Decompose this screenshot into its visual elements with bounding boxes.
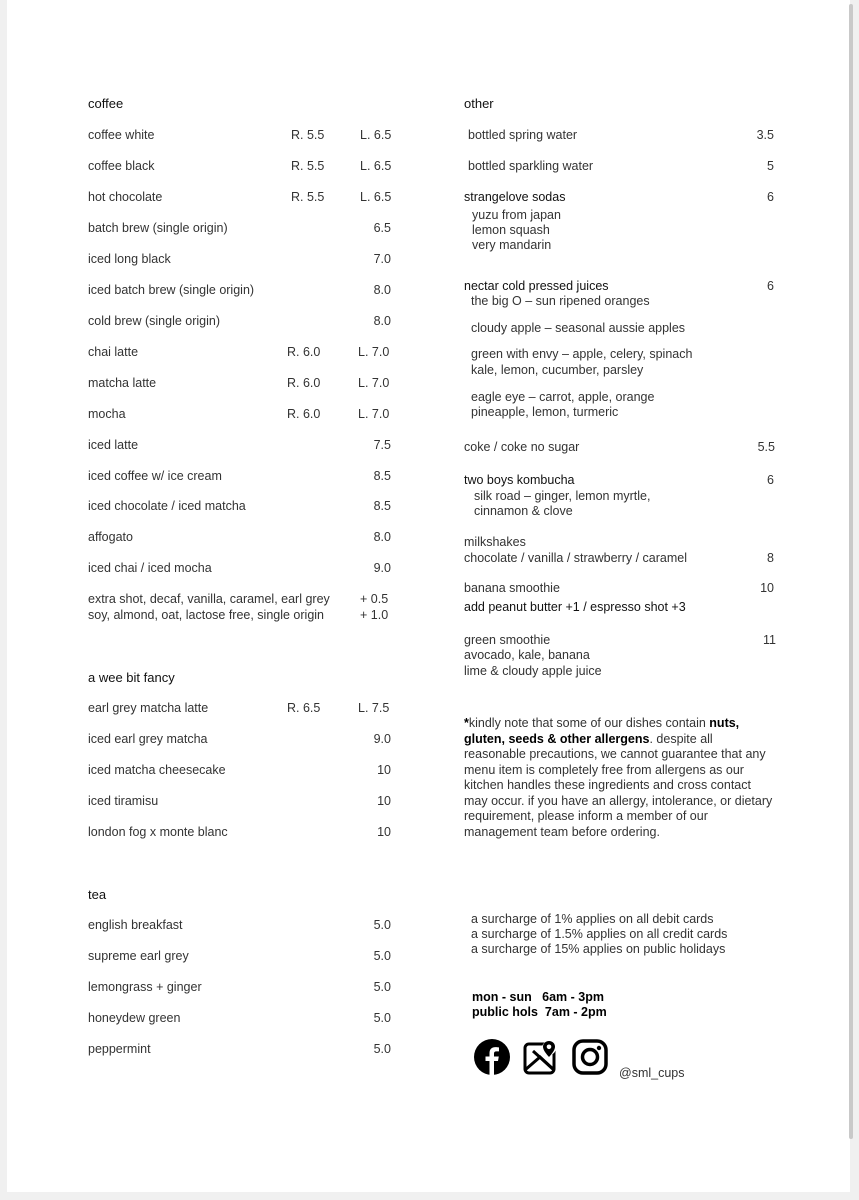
milkshake-flavours: chocolate / vanilla / strawberry / caramel [464,551,688,565]
price: 11 [763,633,776,647]
regular-price: R. 5.5 [291,128,325,142]
menu-item: nectar cold pressed juices [464,279,609,293]
smoothie-line: avocado, kale, banana [464,648,590,662]
allergen-star: * [464,716,469,730]
menu-item: hot chocolate [88,190,163,204]
scrollbar[interactable] [849,4,853,1139]
allergen-list: nuts, gluten, seeds & other allergens [464,716,740,746]
menu-item: coke / coke no sugar [464,440,580,454]
menu-item: lemongrass + ginger [88,980,202,994]
price: 8.0 [373,314,391,328]
tea-heading: tea [88,887,107,902]
menu-item: chai latte [88,345,139,359]
allergen-notice [464,716,774,840]
regular-price: R. 6.5 [287,701,321,715]
addon-line: add peanut butter +1 / espresso shot +3 [464,600,686,614]
menu-item: strangelove sodas [464,190,566,204]
extras-line: soy, almond, oat, lactose free, single origin [88,608,325,622]
price: 5.0 [373,1042,391,1056]
allergen-text: kindly note that some of our dishes contain [468,716,710,730]
price: 8.5 [373,469,391,483]
menu-item: iced earl grey matcha [88,732,208,746]
menu-item: supreme earl grey [88,949,189,963]
menu-item: iced coffee w/ ice cream [88,469,222,483]
price: 8.5 [373,499,391,513]
menu-item: iced matcha cheesecake [88,763,226,777]
price: 5.0 [373,980,391,994]
menu-item: coffee black [88,159,155,173]
menu-item: london fog x monte blanc [88,825,228,839]
menu-item: two boys kombucha [464,473,575,487]
price: 8 [767,551,774,565]
allergen-text: . despite all reasonable precautions, we cannot guarantee that any menu item is completely free from allergens as our kitchen handles these ingredients and cross contact may occur. if you have an allergy, intolerance, or dietary requirement, please inform a member of our management team before ordering. [464,731,773,839]
menu-item: honeydew green [88,1011,181,1025]
menu-item: affogato [88,530,133,544]
price: 10 [377,763,391,777]
regular-price: R. 5.5 [291,190,325,204]
menu-item: iced batch brew (single origin) [88,283,255,297]
opening-hours: public hols 7am - 2pm [472,1005,607,1019]
price: 9.0 [373,561,391,575]
other-heading: other [464,96,494,111]
menu-item: coffee white [88,128,155,142]
extras-price: + 1.0 [360,608,389,622]
menu-item: earl grey matcha latte [88,701,209,715]
price: 6 [767,190,774,204]
regular-price: R. 6.0 [287,407,321,421]
price: 10 [377,825,391,839]
price: 8.0 [373,283,391,297]
flavour-line: very mandarin [472,238,552,252]
price: 5.5 [757,440,775,454]
juice-line: pineapple, lemon, turmeric [471,405,619,419]
price: 7.0 [373,252,391,266]
surcharge-line: a surcharge of 1% applies on all debit cards [471,912,714,926]
flavour-line: lemon squash [472,223,550,237]
price: 8.0 [373,530,391,544]
menu-item: matcha latte [88,376,157,390]
coffee-heading: coffee [88,96,124,111]
menu-item: iced chai / iced mocha [88,561,212,575]
menu-item: cold brew (single origin) [88,314,221,328]
menu-item: iced latte [88,438,139,452]
large-price: L. 6.5 [360,159,392,173]
menu-item: english breakfast [88,918,183,932]
menu-item: iced long black [88,252,171,266]
price: 5.0 [373,949,391,963]
price: 7.5 [373,438,391,452]
menu-item: mocha [88,407,126,421]
menu-item: iced tiramisu [88,794,159,808]
maps-icon[interactable] [522,1039,559,1076]
menu-item: banana smoothie [464,581,560,595]
menu-page [7,0,850,1192]
regular-price: R. 6.0 [287,345,321,359]
price: 10 [377,794,391,808]
regular-price: R. 6.0 [287,376,321,390]
kombucha-line: silk road – ginger, lemon myrtle, [474,489,651,503]
price: 3.5 [756,128,774,142]
juice-line: kale, lemon, cucumber, parsley [471,363,644,377]
fancy-heading: a wee bit fancy [88,670,175,685]
menu-item: batch brew (single origin) [88,221,228,235]
price: 6.5 [373,221,391,235]
large-price: L. 7.0 [358,345,390,359]
menu-item: green smoothie [464,633,551,647]
surcharge-line: a surcharge of 1.5% applies on all credit cards [471,927,728,941]
large-price: L. 7.0 [358,407,390,421]
large-price: L. 7.5 [358,701,390,715]
extras-price: + 0.5 [360,592,389,606]
menu-item: peppermint [88,1042,151,1056]
menu-item: milkshakes [464,535,526,549]
large-price: L. 6.5 [360,190,392,204]
price: 5.0 [373,1011,391,1025]
opening-hours: mon - sun 6am - 3pm [472,990,604,1004]
surcharge-line: a surcharge of 15% applies on public holidays [471,942,726,956]
instagram-icon[interactable] [572,1039,608,1075]
juice-line: the big O – sun ripened oranges [471,294,650,308]
menu-item: bottled sparkling water [468,159,594,173]
kombucha-line: cinnamon & clove [474,504,573,518]
price: 6 [767,473,774,487]
price: 5.0 [373,918,391,932]
juice-line: eagle eye – carrot, apple, orange [471,390,655,404]
facebook-icon[interactable] [473,1038,511,1076]
menu-item: bottled spring water [468,128,578,142]
price: 10 [760,581,774,595]
juice-line: cloudy apple – seasonal aussie apples [471,321,686,335]
flavour-line: yuzu from japan [472,208,561,222]
extras-line: extra shot, decaf, vanilla, caramel, earl grey [88,592,330,606]
large-price: L. 6.5 [360,128,392,142]
price: 5 [767,159,774,173]
smoothie-line: lime & cloudy apple juice [464,664,602,678]
social-handle[interactable]: @sml_cups [619,1066,685,1080]
regular-price: R. 5.5 [291,159,325,173]
price: 6 [767,279,774,293]
price: 9.0 [373,732,391,746]
large-price: L. 7.0 [358,376,390,390]
menu-item: iced chocolate / iced matcha [88,499,246,513]
juice-line: green with envy – apple, celery, spinach [471,347,693,361]
